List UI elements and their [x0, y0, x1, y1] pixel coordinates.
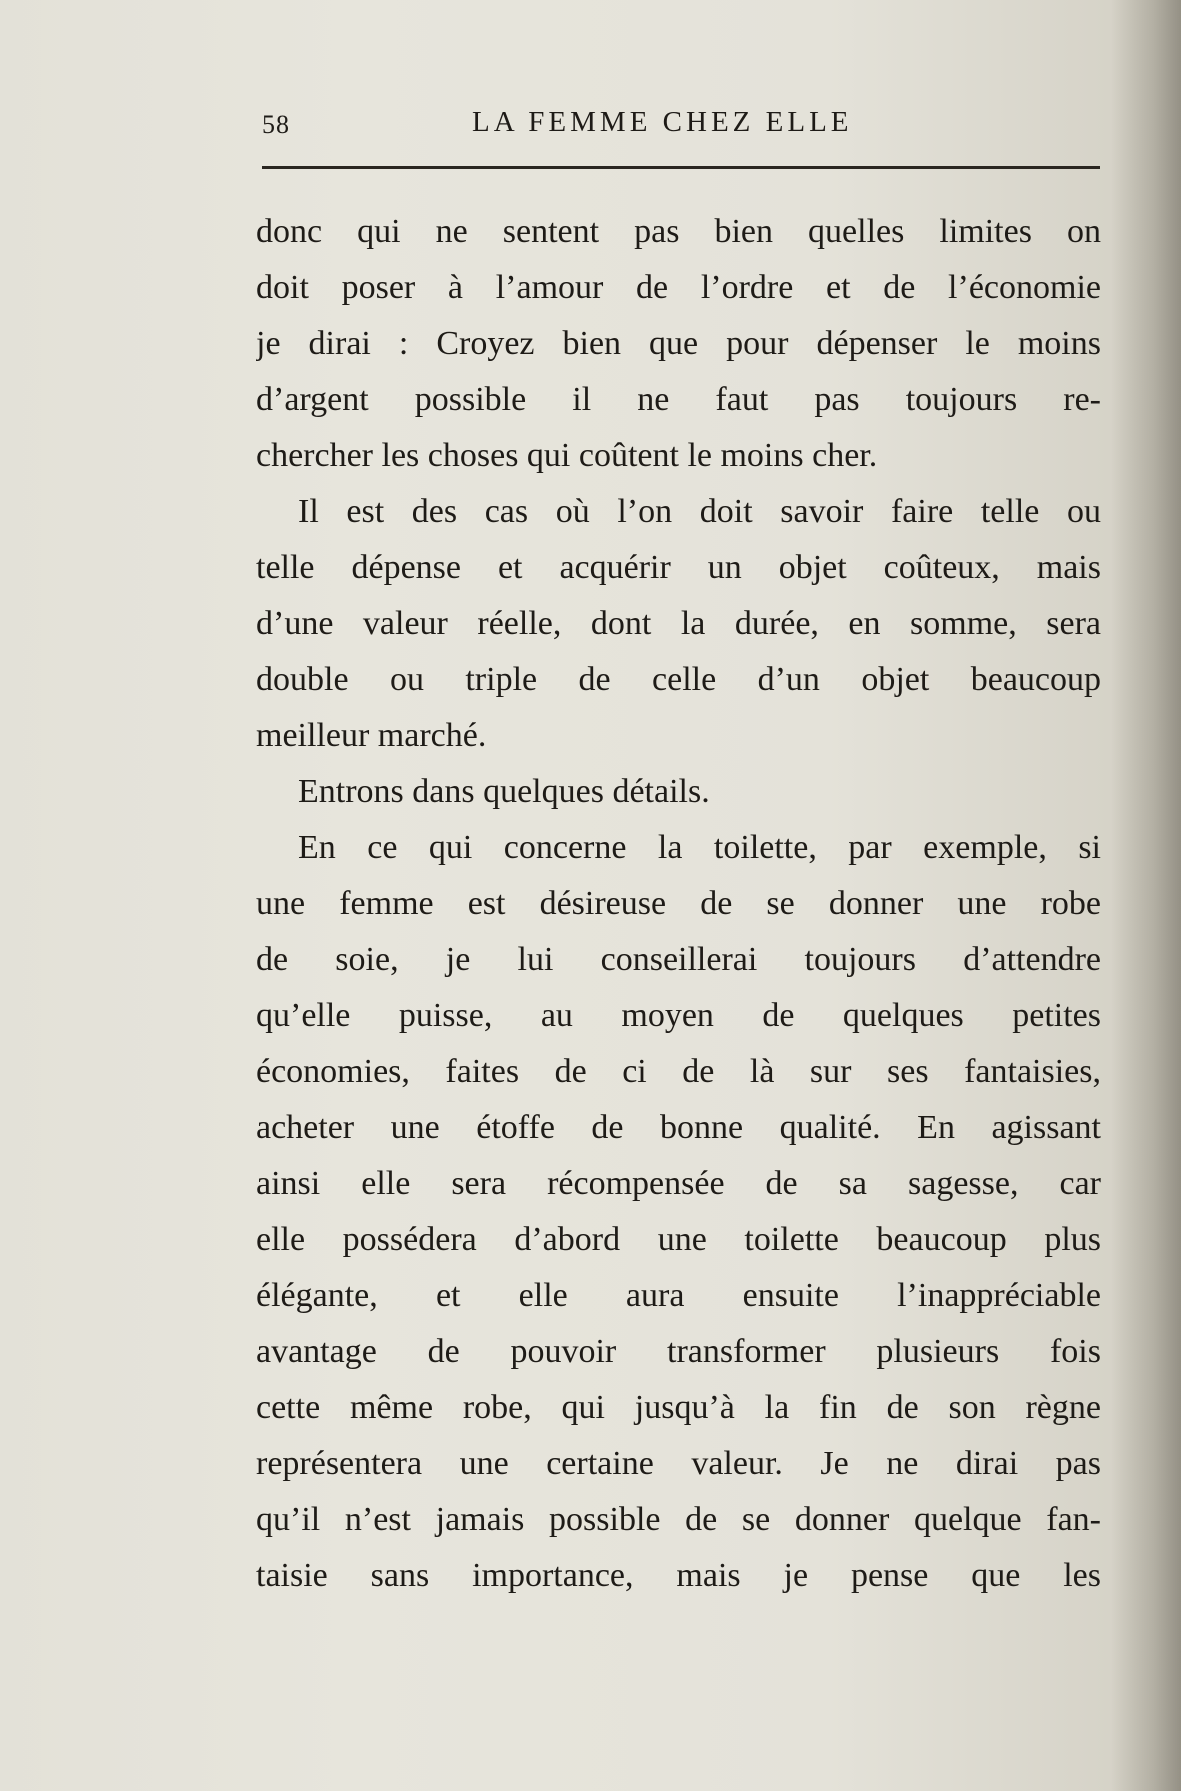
text-line: une femme est désireuse de se donner une robe — [256, 885, 1101, 922]
running-title: LA FEMME CHEZ ELLE — [472, 106, 853, 138]
paragraph-start-line: Entrons dans quelques détails. — [298, 773, 710, 810]
text-line: d’argent possible il ne faut pas toujours re- — [256, 381, 1101, 418]
paragraph-start-line: Il est des cas où l’on doit savoir faire telle ou — [298, 493, 1101, 530]
text-line: je dirai : Croyez bien que pour dépenser le moins — [256, 325, 1101, 362]
text-line: qu’il n’est jamais possible de se donner quelque fan- — [256, 1501, 1101, 1538]
text-line: avantage de pouvoir transformer plusieurs fois — [256, 1333, 1101, 1370]
running-header — [262, 106, 1100, 146]
text-line: telle dépense et acquérir un objet coûteux, mais — [256, 549, 1101, 586]
text-line: élégante, et elle aura ensuite l’inappréciable — [256, 1277, 1101, 1314]
text-line: doit poser à l’amour de l’ordre et de l’économie — [256, 269, 1101, 306]
text-line: elle possédera d’abord une toilette beaucoup plus — [256, 1221, 1101, 1258]
text-line: taisie sans importance, mais je pense que les — [256, 1557, 1101, 1594]
text-line: chercher les choses qui coûtent le moins cher. — [256, 437, 878, 474]
body-text — [256, 204, 1101, 1604]
header-rule — [262, 166, 1100, 169]
text-line: double ou triple de celle d’un objet beaucoup — [256, 661, 1101, 698]
text-line: meilleur marché. — [256, 717, 487, 754]
paragraph-start-line: En ce qui concerne la toilette, par exemple, si — [298, 829, 1101, 866]
text-line: acheter une étoffe de bonne qualité. En agissant — [256, 1109, 1101, 1146]
text-line: ainsi elle sera récompensée de sa sagesse, car — [256, 1165, 1101, 1202]
text-line: représentera une certaine valeur. Je ne dirai pas — [256, 1445, 1101, 1482]
text-line: donc qui ne sentent pas bien quelles limites on — [256, 213, 1101, 250]
binding-shadow — [1111, 0, 1181, 1791]
text-line: de soie, je lui conseillerai toujours d’attendre — [256, 941, 1101, 978]
text-line: cette même robe, qui jusqu’à la fin de son règne — [256, 1389, 1101, 1426]
text-line: d’une valeur réelle, dont la durée, en somme, sera — [256, 605, 1101, 642]
text-line: qu’elle puisse, au moyen de quelques petites — [256, 997, 1101, 1034]
page-number: 58 — [262, 110, 290, 139]
text-line: économies, faites de ci de là sur ses fantaisies, — [256, 1053, 1101, 1090]
